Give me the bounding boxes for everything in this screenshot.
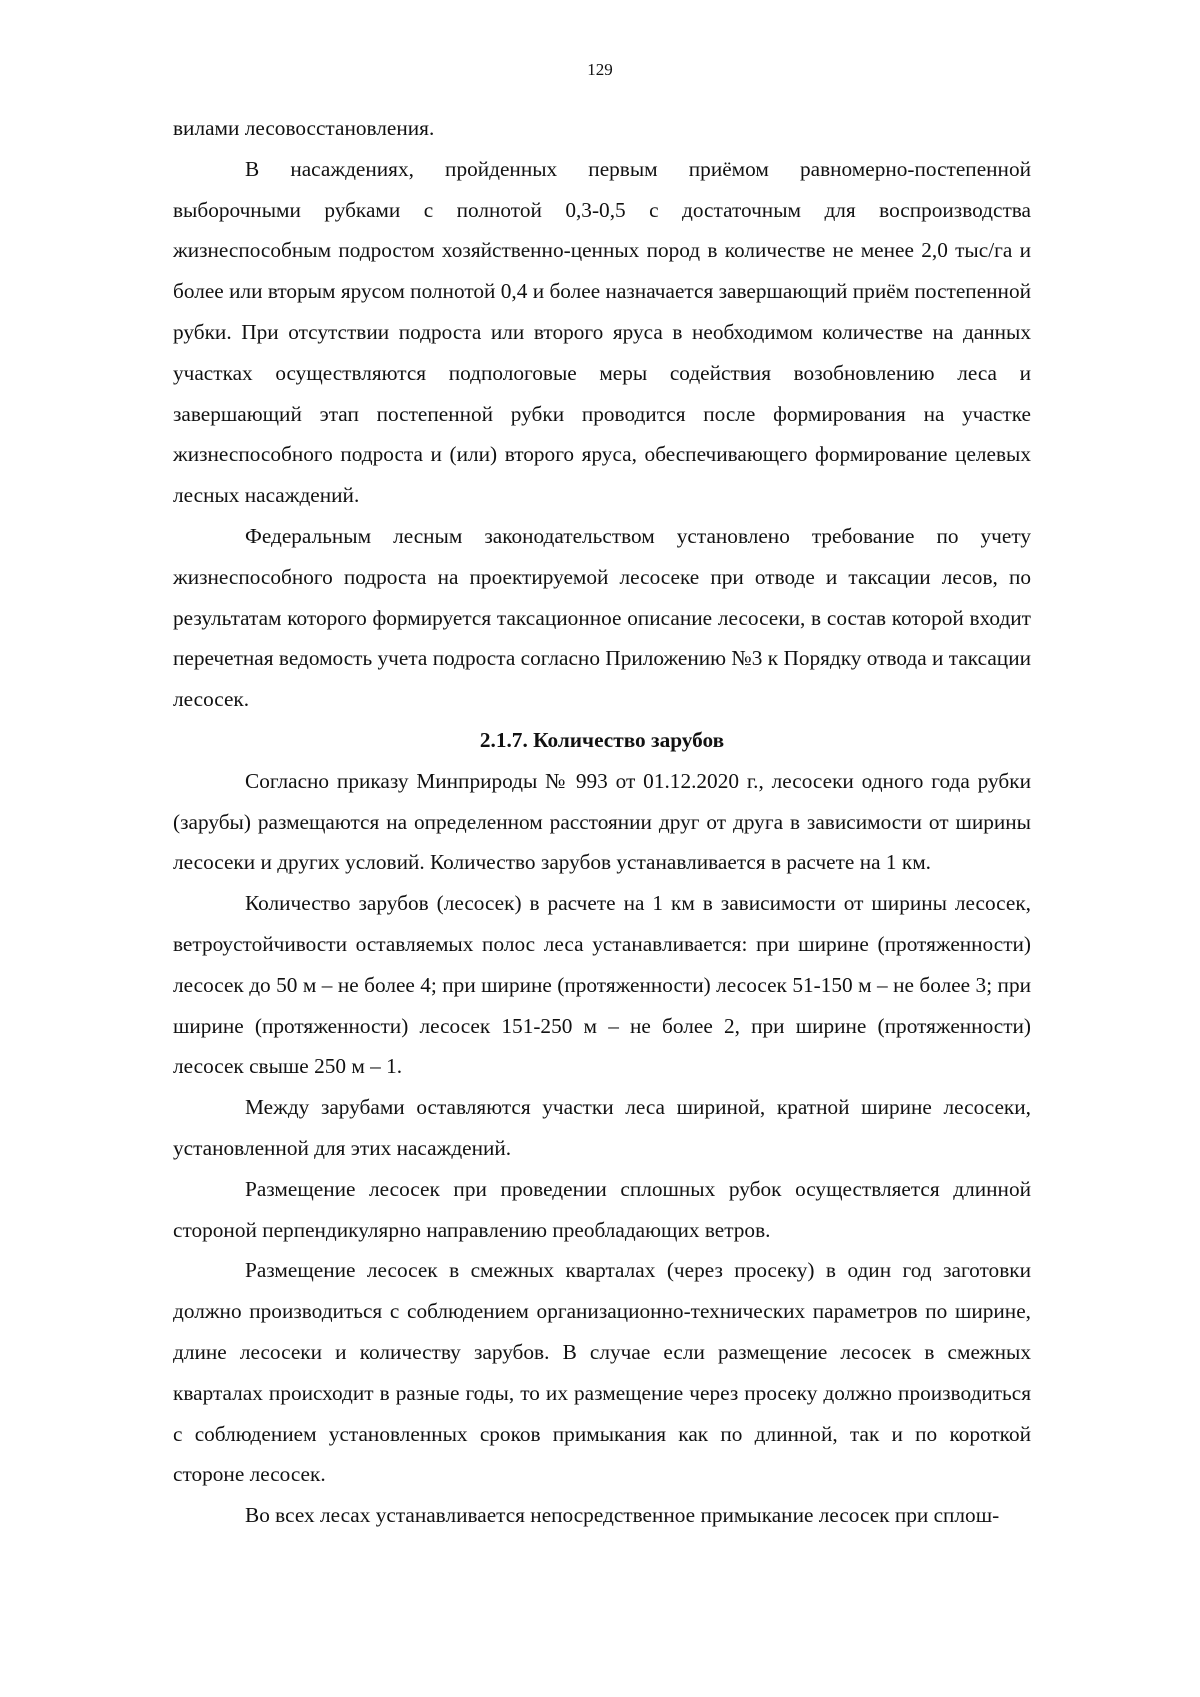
paragraph-adjacent-quarters: Размещение лесосек в смежных кварталах (через просеку) в один год заготовки должно производиться с соблюдением организационно-технических параметров по ширине, длине лесосеки и количеству зарубов. В случае если размещение лесосек в смежных кварталах происходит в разные годы, то их размещение через просеку должно производиться с соблюдением установленных сроков примыкания как по длинной, так и по короткой стороне лесосек. [173, 1258, 1031, 1487]
paragraph-forest-strips: Между зарубами оставляются участки леса шириной, кратной ширине лесосеки, установленной для этих насаждений. [173, 1095, 1031, 1160]
paragraph-undergrowth-accounting: Федеральным лесным законодательством установлено требование по учету жизнеспособного подроста на проектируемой лесосеке при отводе и таксации лесов, по результатам которого формируется таксационное описание лесосеки, в состав которой входит перечетная ведомость учета подроста согласно Приложению №3 к Порядку отвода и таксации лесосек. [173, 523, 1031, 712]
paragraph-wind-orientation: Размещение лесосек при проведении сплошных рубок осуществляется длинной стороной перпендикулярно направлению преобладающих ветров. [173, 1176, 1031, 1242]
paragraph-order-993: Согласно приказу Минприроды № 993 от 01.12.2020 г., лесосеки одного года рубки (зарубы) размещаются на определенном расстоянии друг от друга в зависимости от ширины лесосеки и других условий. Количество зарубов устанавливается в расчете на 1 км. [173, 768, 1031, 875]
paragraph-stand-thinning: В насаждениях, пройденных первым приёмом равномерно-постепенной выборочными рубками с полнотой 0,3-0,5 с достаточным для воспроизводства жизнеспособным подростом хозяйственно-ценных пород в количестве не менее 2,0 тыс/га и более или вторым ярусом полнотой 0,4 и более назначается завершающий приём постепенной рубки. При отсутствии подроста или второго яруса в необходимом количестве на данных участках осуществляются подпологовые меры содействия возобновлению леса и завершающий этап постепенной рубки проводится после формирования на участке жизнеспособного подроста и (или) второго яруса, обеспечивающего формирование целевых лесных насаждений. [173, 156, 1031, 508]
paragraph-adjacency: Во всех лесах устанавливается непосредственное примыкание лесосек при сплош- [245, 1503, 1000, 1528]
page-number: 129 [587, 60, 613, 79]
paragraph-continuation: вилами лесовосстановления. [173, 116, 435, 140]
paragraph-cut-count: Количество зарубов (лесосек) в расчете на 1 км в зависимости от ширины лесосек, ветроустойчивости оставляемых полос леса устанавливается: при ширине (протяженности) лесосек до 50 м – не более 4; при ширине (протяженности) лесосек 51-150 м – не более 3; при ширине (протяженности) лесосек 151-250 м – не более 2, при ширине (протяженности) лесосек свыше 250 м – 1. [173, 891, 1031, 1079]
section-heading: 2.1.7. Количество зарубов [479, 727, 725, 752]
body-text [173, 108, 1031, 1536]
